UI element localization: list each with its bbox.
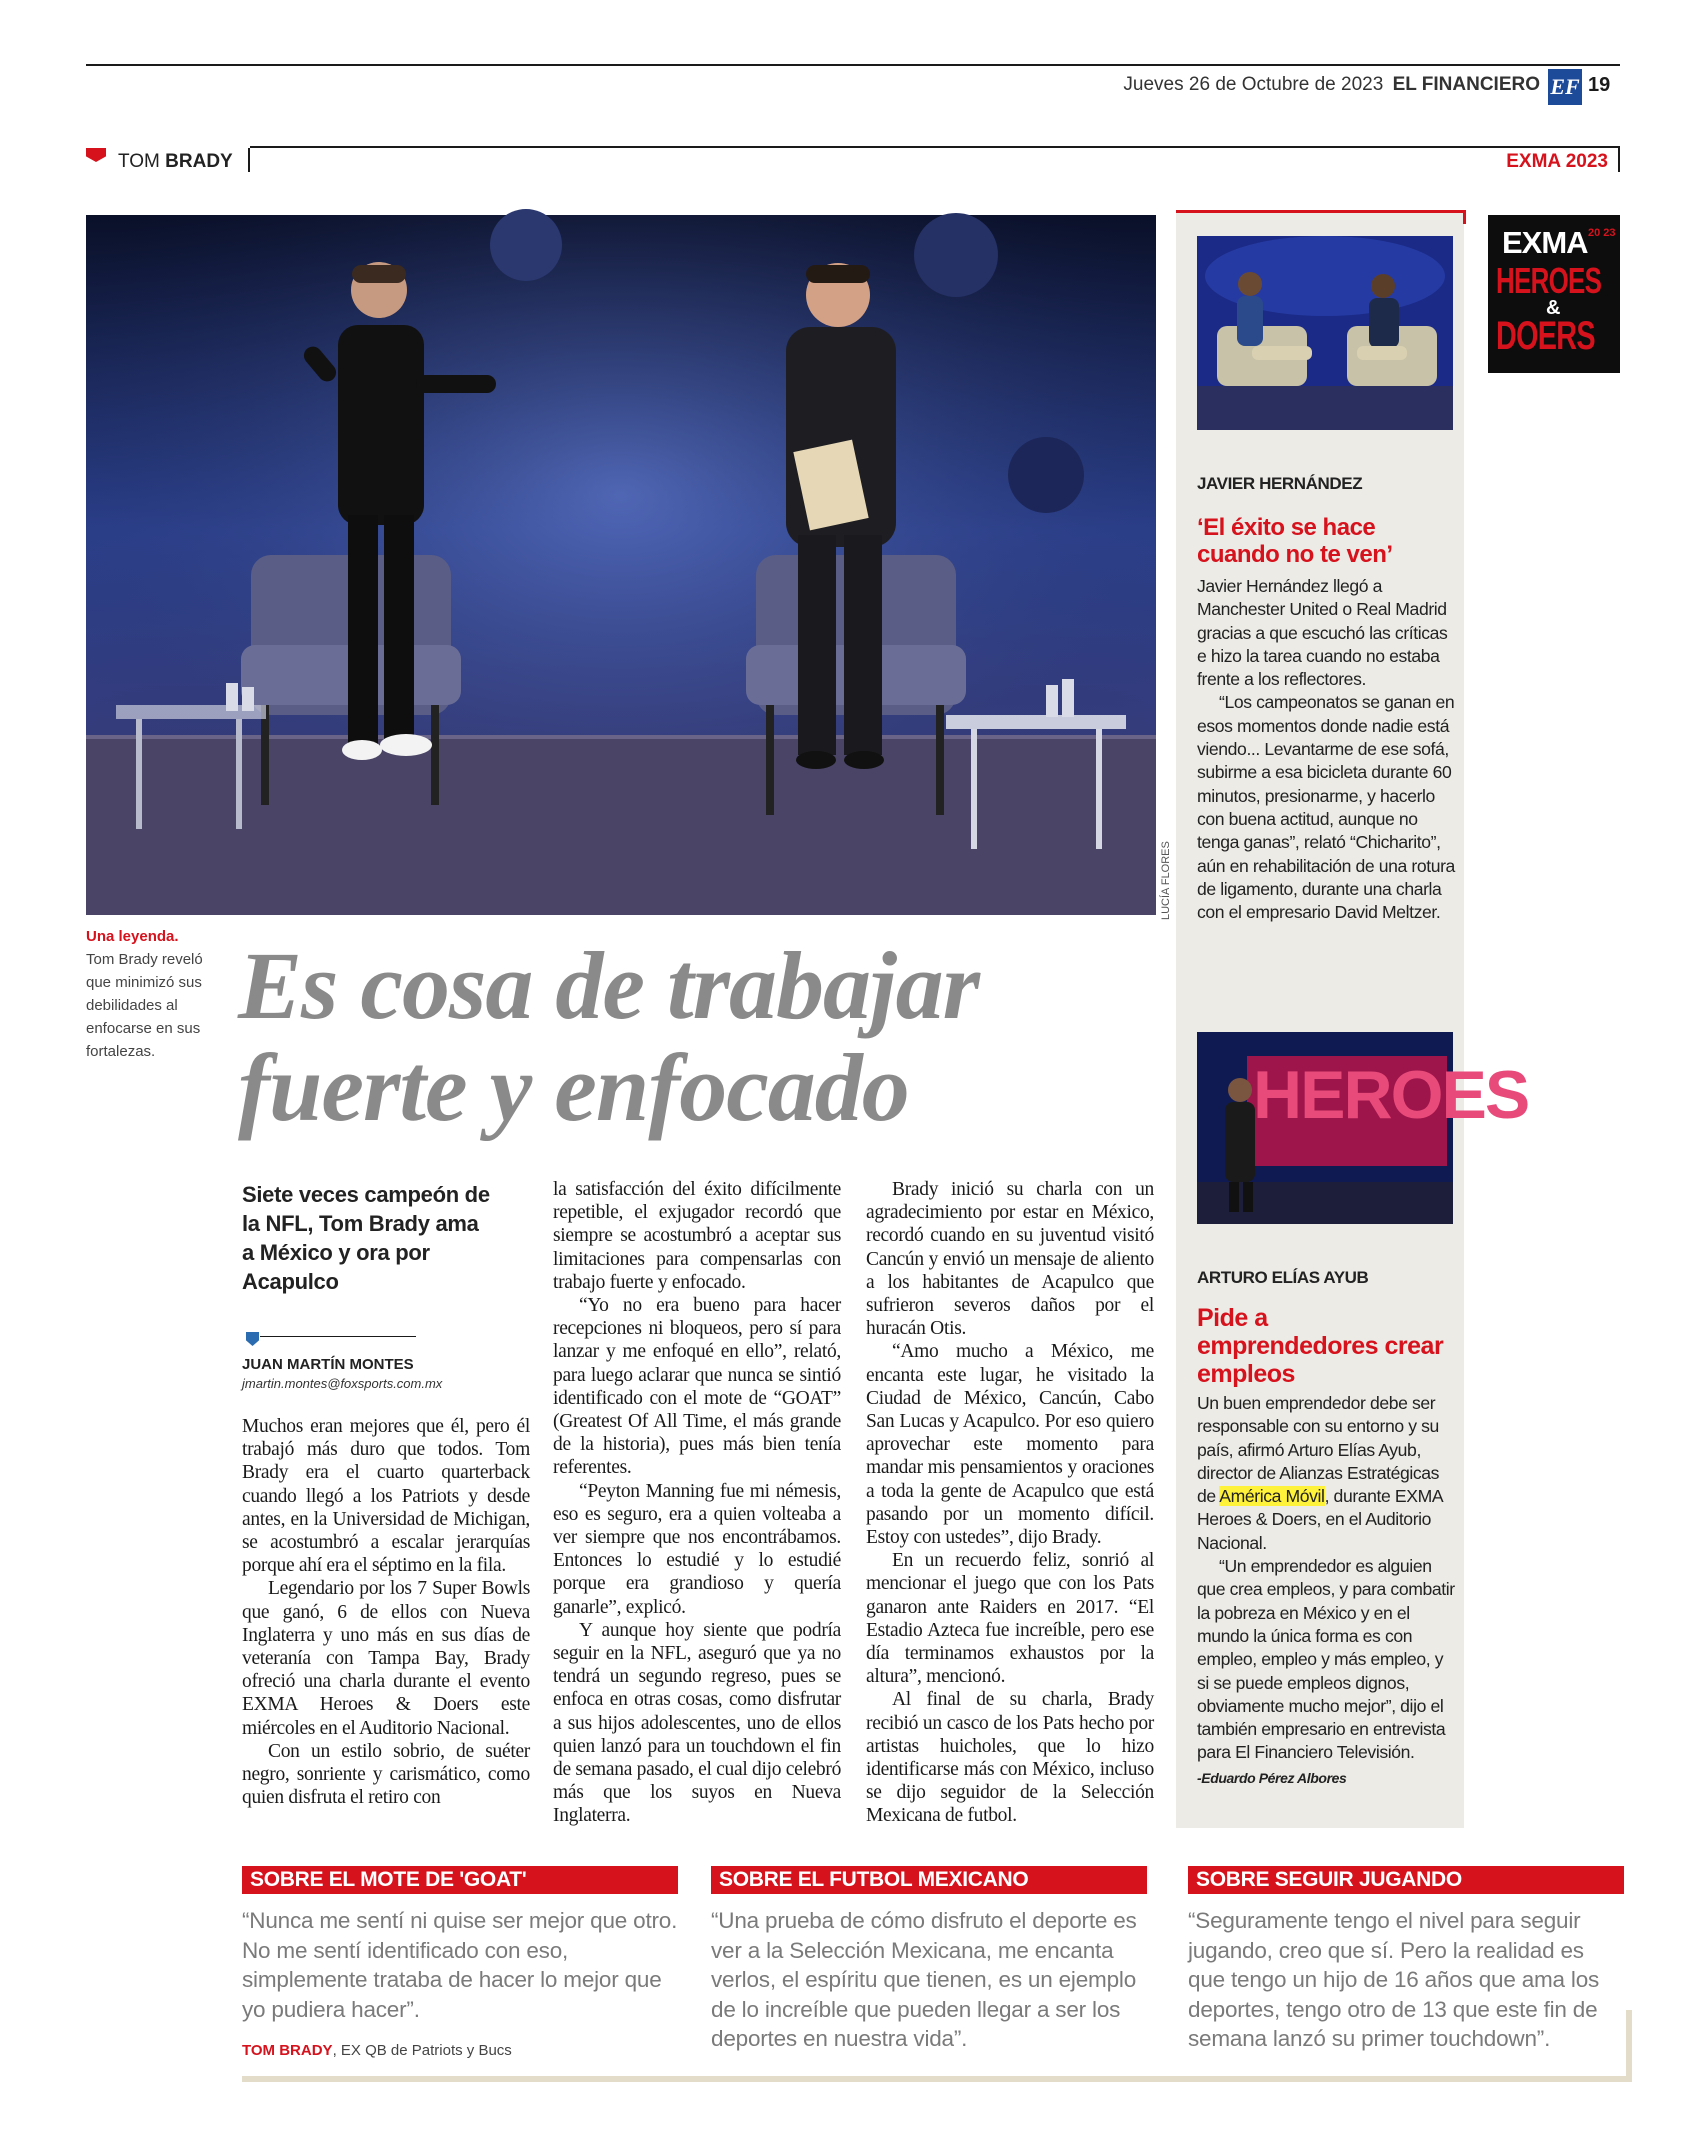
badge-doers: DOERS: [1496, 314, 1595, 358]
body-paragraph: “Peyton Manning fue mi némesis, eso es seguro, era a quien volteaba a ver siempre que nos encontrábamos. Entonces lo estudié y lo estudié porque era grandioso y quería ganarle”, explicó.: [553, 1480, 841, 1618]
issue-date: Jueves 26 de Octubre de 2023: [1123, 74, 1384, 95]
quote-heading-goat: SOBRE EL MOTE DE 'GOAT': [242, 1866, 678, 1894]
quote-text-goat: “Nunca me sentí ni quise ser mejor que otro. No me sentí identificado con eso, simplemente trataba de hacer lo mejor que yo pudiera hacer”.: [242, 1908, 678, 2022]
story2-paragraph-1: [1197, 1392, 1459, 1555]
byline-email: jmartin.montes@foxsports.com.mx: [242, 1376, 443, 1391]
body-paragraph: Brady inició su charla con un agradecimiento por estar en México, recordó cuando en su juventud visitó Cancún y envió un mensaje de aliento a los habitantes de Acapulco que sufrieron severos daños por el huracán Otis.: [866, 1179, 1154, 1340]
story2-paragraph-2: “Un emprendedor es alguien que crea empleos, y para combatir la pobreza en México y en el mundo la única forma es con empleo, empleo y más empleo, y si se puede empleos dignos, obviamente mucho mejor”, dijo el también empresario en entrevista para El Financiero Televisión.: [1197, 1556, 1455, 1763]
badge-heroes: HEROES: [1496, 260, 1602, 301]
quote-text-jugando: “Seguramente tengo el nivel para seguir jugando, creo que sí. Pero la realidad es que tengo un hijo de 16 años que ama los deportes, tengo otro de 13 que este fin de semana lanzó su primer touchdown”.: [1188, 1908, 1600, 2051]
byline-name: JUAN MARTÍN MONTES: [242, 1356, 414, 1373]
story1-paragraph: “Los campeonatos se ganan en esos momentos donde nadie está viendo... Levantarme de ese sofá, subirme a esa bicicleta durante 60 minutos, presionarme, y hacerlo con buena actitud, aunque no tenga ganas”, relató “Chicharito”, aún en rehabilitación de una rotura de ligamento, durante una charla con el empresario David Meltzer.: [1197, 692, 1455, 923]
sidebar-corner-rule: [1463, 210, 1466, 224]
sidebar-top-rule: [1176, 210, 1466, 213]
badge-year: 20 23: [1588, 227, 1616, 239]
america-movil-highlight: América Móvil: [1219, 1486, 1325, 1507]
ef-logo: EF: [1548, 69, 1582, 105]
body-paragraph: Y aunque hoy siente que podría seguir en la NFL, aseguró que ya no tendrá un segundo regreso, pues se enfoca en otras cosas, como disfrutar a sus hijos adolescentes, uno de ellos quien lanzó para un touchdown el fin de semana pasado, el cual dijo celebró más que los suyos en Nueva Inglaterra.: [553, 1619, 842, 1827]
page-number: 19: [1588, 74, 1611, 96]
heroes-stage-sign: HEROES: [1253, 1057, 1529, 1133]
right-shadow-bar: [1626, 2010, 1632, 2082]
body-paragraph: Muchos eran mejores que él, pero él trabajó más duro que todos. Tom Brady era el cuarto quarterback cuando llegó a los Patriots y desde antes, en la Universidad de Michigan, se acostumbró a escalar jerarquías porque ahí era el séptimo en la fila.: [242, 1416, 530, 1577]
body-paragraph: “Amo mucho a México, me encanta este lugar, he visitado la Ciudad de México, Cancún, Cabo San Lucas y Acapulco. Por eso quiero aprovechar este momento para mandar mis pensamientos y oraciones a toda la gente de Acapulco que está pasando por un momento difícil. Estoy con ustedes”, dijo Brady.: [866, 1341, 1154, 1549]
story2-body: [1197, 1392, 1459, 1790]
section-marker-icon: [86, 148, 106, 162]
caption-text: Tom Brady reveló que minimizó sus debilidades al enfocarse en sus fortalezas.: [86, 951, 203, 1060]
quote-heading-futbol: SOBRE EL FUTBOL MEXICANO: [711, 1866, 1147, 1894]
badge-exma: EXMA: [1502, 225, 1588, 260]
body-paragraph: “Yo no era bueno para hacer recepciones ni bloqueos, pero sí para lanzar y me enfoqué en ello”, relató, para luego aclarar que nunca se sintió identificado con el mote de “GOAT” (Greatest Of All Time, el más grande de la historia), pues más bien tenía referentes.: [553, 1295, 841, 1479]
body-column-2: [553, 1178, 841, 1828]
issue-date-line: [1100, 74, 1540, 96]
section-title-bold: BRADY: [165, 151, 233, 172]
quote-text-futbol: “Una prueba de cómo disfruto el deporte es ver a la Selección Mexicana, me encanta verlos, el espíritu que tienen, es un ejemplo de lo increíble que pueden llegar a ser los deportes en nuestra vida”.: [711, 1908, 1137, 2051]
byline-rule: [260, 1336, 416, 1337]
main-photo-illustration: [86, 215, 1156, 915]
subhead: Siete veces campeón de la NFL, Tom Brady ama a México y ora por Acapulco: [242, 1182, 490, 1294]
headline-line-1: Es cosa de trabajar: [238, 932, 980, 1039]
story2-p1-before: Un buen emprendedor debe ser responsable con su entorno y su país, afirmó Arturo Elías Ayub, director de Alianzas Estratégicas de: [1197, 1393, 1440, 1507]
photo-caption: [86, 925, 216, 1063]
publication-name: EL FINANCIERO: [1392, 74, 1540, 95]
section-title-light: TOM: [118, 151, 160, 172]
story2-p1-after: , durante EXMA Heroes & Doers, en el Auditorio Nacional.: [1197, 1486, 1443, 1553]
body-paragraph: Al final de su charla, Brady recibió un casco de los Pats hecho por artistas huicholes, que lo hizo identificarse más con México, incluso se dijo seguidor de la Selección Mexicana de futbol.: [866, 1689, 1154, 1827]
quote-attribution: [242, 2042, 512, 2059]
badge-ampersand: &: [1546, 297, 1561, 319]
section-divider: [248, 148, 250, 172]
body-paragraph: Con un estilo sobrio, de suéter negro, sonriente y carismático, como quien disfruta el retiro con: [242, 1740, 530, 1809]
story1-title: ‘El éxito se hace cuando no te ven’: [1197, 514, 1393, 568]
photo-credit: LUCÍA FLORES: [1160, 841, 1172, 920]
exma-badge: [1488, 215, 1620, 373]
main-photo: [86, 215, 1156, 915]
section-right-label: EXMA 2023: [1506, 151, 1608, 172]
story1-paragraph: Javier Hernández llegó a Manchester United o Real Madrid gracias a que escuchó las críticas e hizo la tarea cuando no estaba frente a los reflectores.: [1197, 576, 1448, 690]
attribution-role: , EX QB de Patriots y Bucs: [332, 2042, 512, 2059]
caption-title: Una leyenda.: [86, 928, 179, 945]
top-rule: [86, 64, 1620, 66]
body-paragraph: la satisfacción del éxito difícilmente repetible, el exjugador recordó que siempre se acostumbró a aceptar sus limitaciones para compensarlas con trabajo fuerte y enfocado.: [553, 1179, 841, 1293]
attribution-name: TOM BRADY: [242, 2042, 333, 2059]
section-title: [118, 151, 233, 173]
story2-label: ARTURO ELÍAS AYUB: [1197, 1268, 1369, 1287]
sidebar-photo-javier: [1197, 236, 1453, 430]
quote-heading-jugando: SOBRE SEGUIR JUGANDO: [1188, 1866, 1624, 1894]
body-paragraph: En un recuerdo feliz, sonrió al mencionar el juego que con los Pats ganaron ante Raiders en 2017. “El Estadio Azteca fue increíble, pero ese día terminamos exhaustos por la altura”, mencionó.: [866, 1550, 1154, 1688]
body-column-1: [242, 1415, 530, 1809]
story1-body: [1197, 575, 1459, 924]
story1-label: JAVIER HERNÁNDEZ: [1197, 474, 1363, 493]
body-column-3: [866, 1178, 1154, 1828]
section-right-divider: [1618, 148, 1620, 172]
section-rule: [250, 146, 1620, 148]
headline-line-2: fuerte y enfocado: [238, 1034, 909, 1141]
story2-title: Pide a emprendedores crear empleos: [1197, 1304, 1444, 1388]
sidebar-photo-javier-illustration: [1197, 236, 1453, 430]
story2-author: -Eduardo Pérez Albores: [1197, 1769, 1347, 1786]
bottom-shadow-bar: [242, 2076, 1632, 2082]
body-paragraph: Legendario por los 7 Super Bowls que ganó, 6 de ellos con Nueva Inglaterra y uno más en sus días de veteranía con Tampa Bay, Brady ofreció una charla durante el evento EXMA Heroes & Doers este miércoles en el Auditorio Nacional.: [242, 1578, 530, 1739]
byline-marker-icon: [246, 1332, 259, 1346]
headline: [238, 932, 1158, 1141]
sidebar-photo-arturo: [1197, 1032, 1529, 1224]
